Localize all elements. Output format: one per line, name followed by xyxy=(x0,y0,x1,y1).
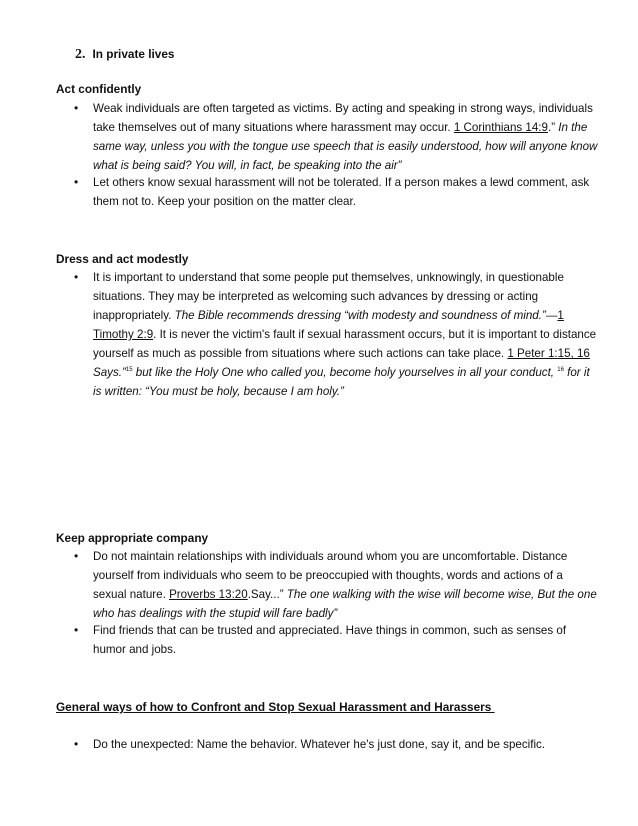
paragraph-text: It is important to understand that some people put themselves, unknowingly, in questionable situations. They may be interpreted as welcoming such advances by dressing or acting inappropriately. xyxy=(93,271,564,322)
bullet-marker: • xyxy=(74,623,79,637)
scripture-link[interactable]: 1 Timothy 2:9 xyxy=(93,309,564,341)
paragraph-text: .” xyxy=(547,121,559,134)
verse-number: 15 xyxy=(125,367,133,373)
section-heading xyxy=(75,47,174,63)
paragraph-act-2: Let others know sexual harassment will not be tolerated. If a person makes a lewd comment, ask them not to. Keep your position on the matter clear. xyxy=(93,176,590,208)
bullet-marker: • xyxy=(74,549,79,563)
bullet-marker: • xyxy=(74,270,79,284)
section-title: In private lives xyxy=(92,47,175,61)
scripture-quote: The Bible recommends dressing “with modesty and soundness of mind.”— xyxy=(174,309,558,322)
paragraph-company-2: Find friends that can be trusted and appreciated. Have things in common, such as senses of humor and jobs. xyxy=(93,624,567,656)
paragraph-text: . It is never the victim's fault if sexual harassment occurs, but it is important to distance yourself as much as possible from situations where such actions can take place. xyxy=(93,328,597,360)
scripture-link[interactable]: 1 Corinthians 14:9 xyxy=(453,121,548,134)
scripture-link[interactable]: Proverbs 13:20 xyxy=(169,588,248,601)
paragraph-text: Do not maintain relationships with individuals around whom you are uncomfortable. Distance yourself from individuals who seem to be preoccupied with thoughts, words and actions of a sexual nature. xyxy=(93,550,568,601)
paragraph-company-1 xyxy=(93,547,598,623)
scripture-quote: In the same way, unless you with the tongue use speech that is easily understood, how will anyone know what is being said? You will, in fact, be speaking into the air” xyxy=(93,121,598,172)
heading-general-ways: General ways of how to Confront and Stop Sexual Harassment and Harassers xyxy=(56,700,495,714)
paragraph-text: Weak individuals are often targeted as victims. By acting and speaking in strong ways, individuals take themselves out of many situations where harassment may occur. xyxy=(93,102,593,134)
scripture-quote: Says.” xyxy=(93,366,126,379)
scripture-quote: but like the Holy One who called you, become holy yourselves in all your conduct, xyxy=(132,366,558,379)
heading-dress-modestly: Dress and act modestly xyxy=(56,252,189,266)
scripture-link[interactable]: 1 Peter 1:15, 16 xyxy=(507,347,590,360)
section-number: 2. xyxy=(75,47,86,62)
bullet-marker: • xyxy=(74,175,79,189)
paragraph-act-1 xyxy=(93,99,598,175)
scripture-quote: for it is written: “You must be holy, because I am holy.” xyxy=(93,366,590,398)
heading-act-confidently: Act confidently xyxy=(56,82,142,96)
scripture-quote: The one walking with the wise will become wise, But the one who has dealings with the stupid will fare badly” xyxy=(93,588,597,620)
bullet-marker: • xyxy=(74,737,79,751)
paragraph-dress-1 xyxy=(93,268,598,401)
heading-keep-company: Keep appropriate company xyxy=(56,531,209,545)
bullet-marker: • xyxy=(74,101,79,115)
verse-number: 16 xyxy=(557,367,564,373)
paragraph-text: .Say...” xyxy=(247,588,287,601)
paragraph-general-1: Do the unexpected: Name the behavior. Whatever he's just done, say it, and be specific. xyxy=(93,738,546,751)
